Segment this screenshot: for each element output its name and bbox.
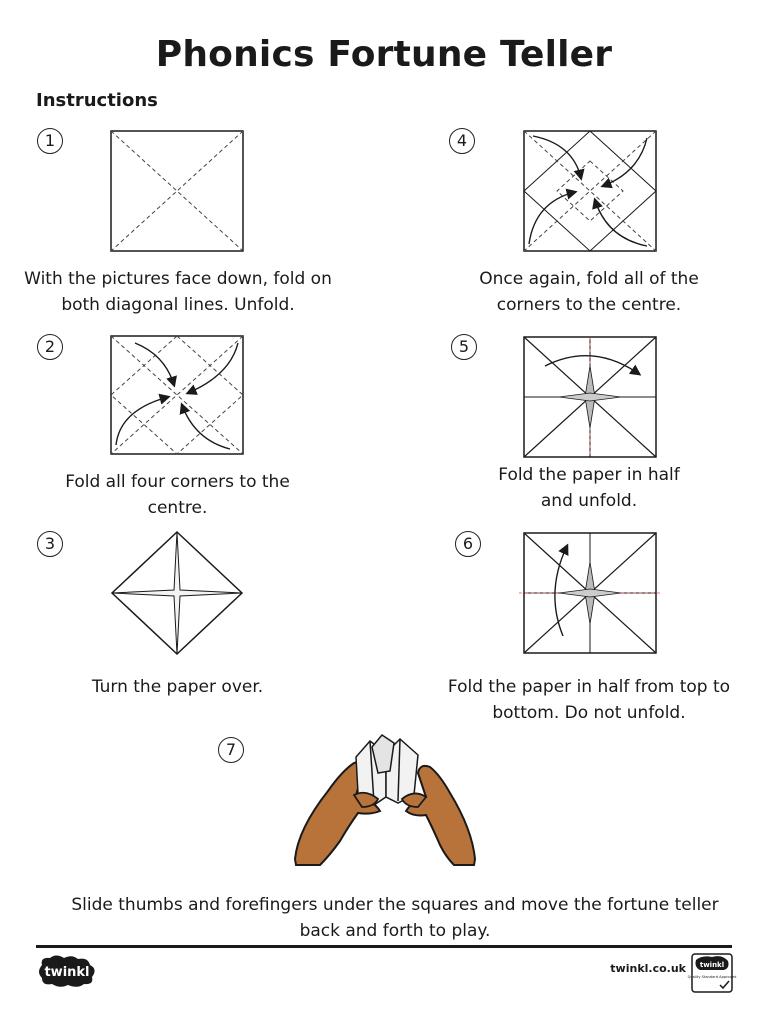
step-3-caption: Turn the paper over.: [91, 677, 264, 697]
step-3-number: 3: [37, 531, 63, 557]
step-7-number: 7: [218, 737, 244, 763]
website-link[interactable]: twinkl.co.uk: [610, 962, 686, 975]
step-6-number: 6: [455, 531, 481, 557]
footer-divider: [36, 945, 732, 948]
twinkl-logo-text: twinkl: [44, 965, 90, 980]
step-6-caption: Fold the paper in half from top to bottom. Do not unfold.: [447, 677, 731, 723]
step-5-diagram: [523, 336, 657, 458]
step-1-number: 1: [37, 128, 63, 154]
step-7-caption: Slide thumbs and forefingers under the squares and move the fortune teller back and forth to play.: [71, 895, 719, 941]
step-2-caption: Fold all four corners to the centre.: [65, 472, 290, 518]
step-1-diagram: [110, 130, 244, 252]
step-2-diagram: [110, 335, 244, 455]
step-4-caption: Once again, fold all of the corners to the centre.: [479, 269, 699, 315]
step-2-number: 2: [37, 334, 63, 360]
quality-standard-badge: [687, 952, 737, 994]
step-4-diagram: [523, 130, 657, 252]
step-5-number: 5: [451, 334, 477, 360]
page-title: Phonics Fortune Teller: [155, 34, 613, 75]
step-5-caption: Fold the paper in half and unfold.: [498, 465, 680, 511]
step-3-diagram: [110, 530, 244, 656]
badge-text: Quality Standard Approved: [687, 975, 737, 979]
step-4-number: 4: [449, 128, 475, 154]
instructions-heading: Instructions: [36, 90, 158, 111]
step-6-diagram: [523, 532, 657, 654]
fortune-teller-hands-illustration: [290, 733, 480, 873]
badge-brand: twinkl: [699, 961, 725, 969]
twinkl-logo[interactable]: [36, 955, 98, 987]
step-1-caption: With the pictures face down, fold on both diagonal lines. Unfold.: [24, 269, 332, 315]
